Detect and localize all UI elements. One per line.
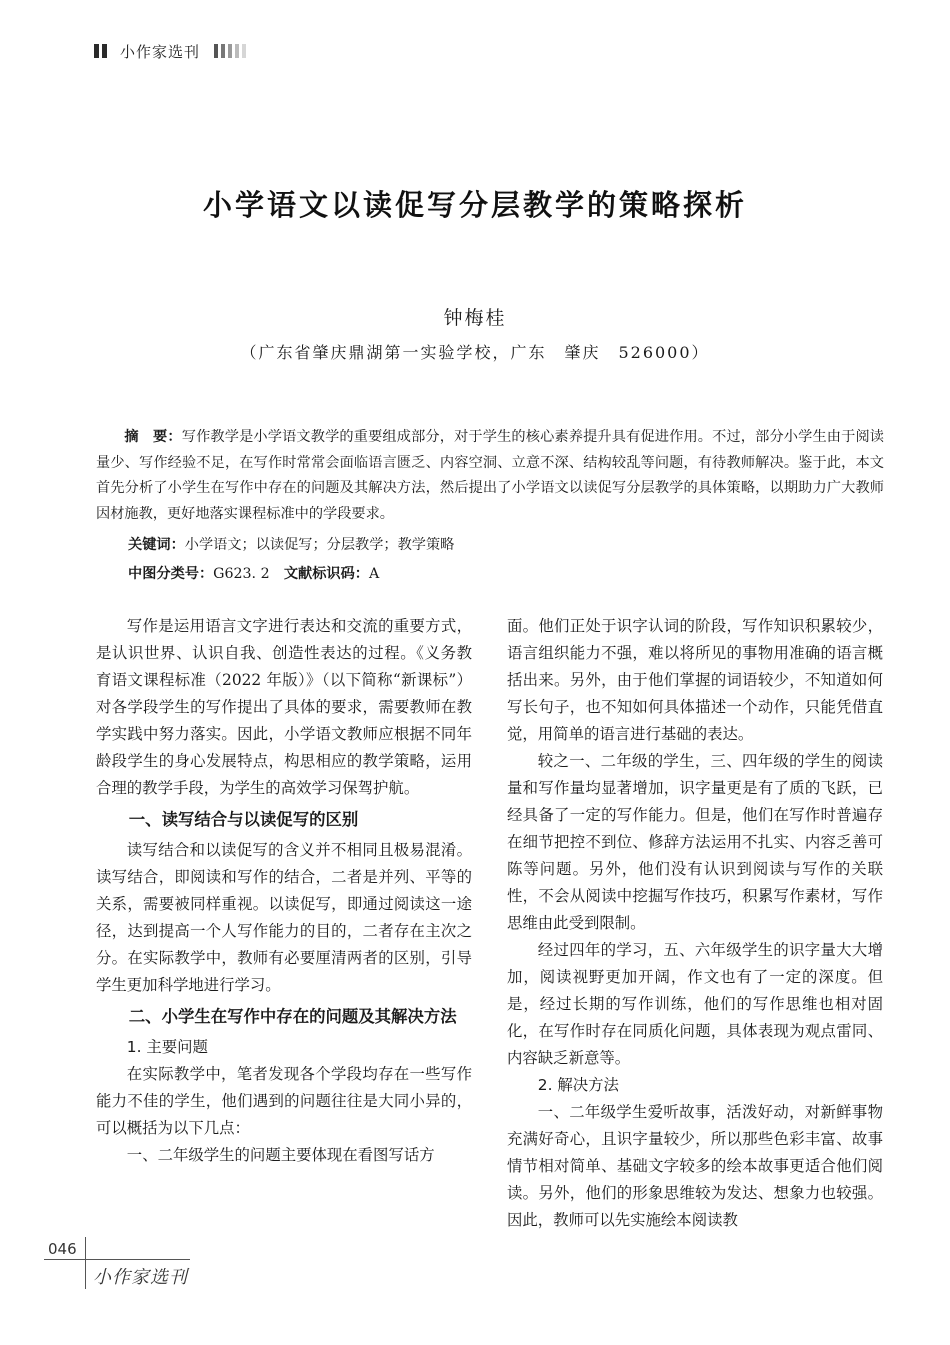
clc-value: G623. 2 (213, 566, 270, 582)
footer-rule-horizontal (44, 1259, 190, 1260)
footer-rule-vertical (85, 1237, 86, 1289)
section-heading-2: 二、小学生在写作中存在的问题及其解决方法 (128, 1007, 457, 1026)
doc-code-label: 文献标识码： (283, 566, 369, 582)
header-gradient-bars (214, 44, 246, 58)
left-column (96, 613, 472, 1169)
paragraph: 一、二年级学生的问题主要体现在看图写话方 (126, 1146, 435, 1164)
doc-code-value: A (368, 566, 380, 582)
paragraph: 读写结合和以读促写的含义并不相同且极易混淆。读写结合，即阅读和写作的结合，二者是并列、平等的关系，需要被同样重视。以读促写，即通过阅读这一途径，达到提高一个人写作能力的目的，二者存在主次之分。在实际教学中，教师有必要厘清两者的区别，引导学生更加科学地进行学习。 (96, 841, 472, 994)
keywords (128, 534, 454, 554)
keywords-label: 关键词： (128, 537, 185, 553)
classification (128, 563, 379, 583)
subsection-heading: 1. 主要问题 (126, 1038, 208, 1056)
paragraph: 经过四年的学习，五、六年级学生的识字量大大增加，阅读视野更加开阔，作文也有了一定的深度。但是，经过长期的写作训练，他们的写作思维也相对固化，在写作时存在同质化问题，具体表现为观点雷同、内容缺乏新意等。 (507, 941, 883, 1067)
abstract-label: 摘 要： (124, 429, 182, 445)
paragraph: 较之一、二年级的学生，三、四年级的学生的阅读量和写作量均显著增加，识字量更是有了质的飞跃，已经具备了一定的写作能力。但是，他们在写作时普遍存在细节把控不到位、修辞方法运用不扎实、内容乏善可陈等问题。另外，他们没有认识到阅读与写作的关联性，不会从阅读中挖掘写作技巧，积累写作素材，写作思维由此受到限制。 (507, 752, 883, 932)
paragraph: 面。他们正处于识字认词的阶段，写作知识积累较少，语言组织能力不强，难以将所见的事物用准确的语言概括出来。另外，由于他们掌握的词语较少，不知道如何写长句子，也不知如何具体描述一个动作，只能凭借直觉，用简单的语言进行基础的表达。 (507, 617, 883, 743)
section-heading-1: 一、读写结合与以读促写的区别 (128, 810, 359, 829)
header-marker-bars (94, 44, 107, 58)
paragraph: 一、二年级学生爱听故事，活泼好动，对新鲜事物充满好奇心，且识字量较少，所以那些色彩丰富、故事情节相对简单、基础文字较多的绘本故事更适合他们阅读。另外，他们的形象思维较为发达、想象力也较强。因此，教师可以先实施绘本阅读教 (507, 1103, 883, 1229)
abstract-text: 写作教学是小学语文教学的重要组成部分，对于学生的核心素养提升具有促进作用。不过，部分小学生由于阅读量少、写作经验不足，在写作时常常会面临语言匮乏、内容空洞、立意不深、结构较乱等问题，有待教师解决。鉴于此，本文首先分析了小学生在写作中存在的问题及其解决方法，然后提出了小学语文以读促写分层教学的具体策略，以期助力广大教师因材施教，更好地落实课程标准中的学段要求。 (96, 429, 884, 522)
keywords-text: 小学语文；以读促写；分层教学；教学策略 (184, 537, 455, 553)
paragraph: 写作是运用语言文字进行表达和交流的重要方式，是认识世界、认识自我、创造性表达的过程。《义务教育语文课程标准（2022 年版）》（以下简称“新课标”）对各学段学生的写作提出了具体的要求，需要教师在教学实践中努力落实。因此，小学语文教师应根据不同年龄段学生的身心发展特点，构思相应的教学策略，运用合理的教学手段，为学生的高效学习保驾护航。 (96, 617, 472, 797)
author-name: 钟梅桂 (443, 307, 507, 329)
journal-logo: 小作家选刊 (93, 1267, 188, 1288)
author-affiliation: （广东省肇庆鼎湖第一实验学校，广东 肇庆 526000） (240, 343, 710, 362)
right-column (507, 613, 883, 1234)
abstract (96, 425, 884, 527)
article-title: 小学语文以读促写分层教学的策略探析 (202, 188, 747, 222)
page-number: 046 (48, 1240, 77, 1258)
paragraph: 在实际教学中，笔者发现各个学段均存在一些写作能力不佳的学生，他们遇到的问题往往是大同小异的，可以概括为以下几点： (96, 1065, 472, 1137)
clc-label: 中图分类号： (128, 566, 214, 582)
subsection-heading: 2. 解决方法 (537, 1076, 619, 1094)
journal-header-title: 小作家选刊 (120, 43, 201, 61)
